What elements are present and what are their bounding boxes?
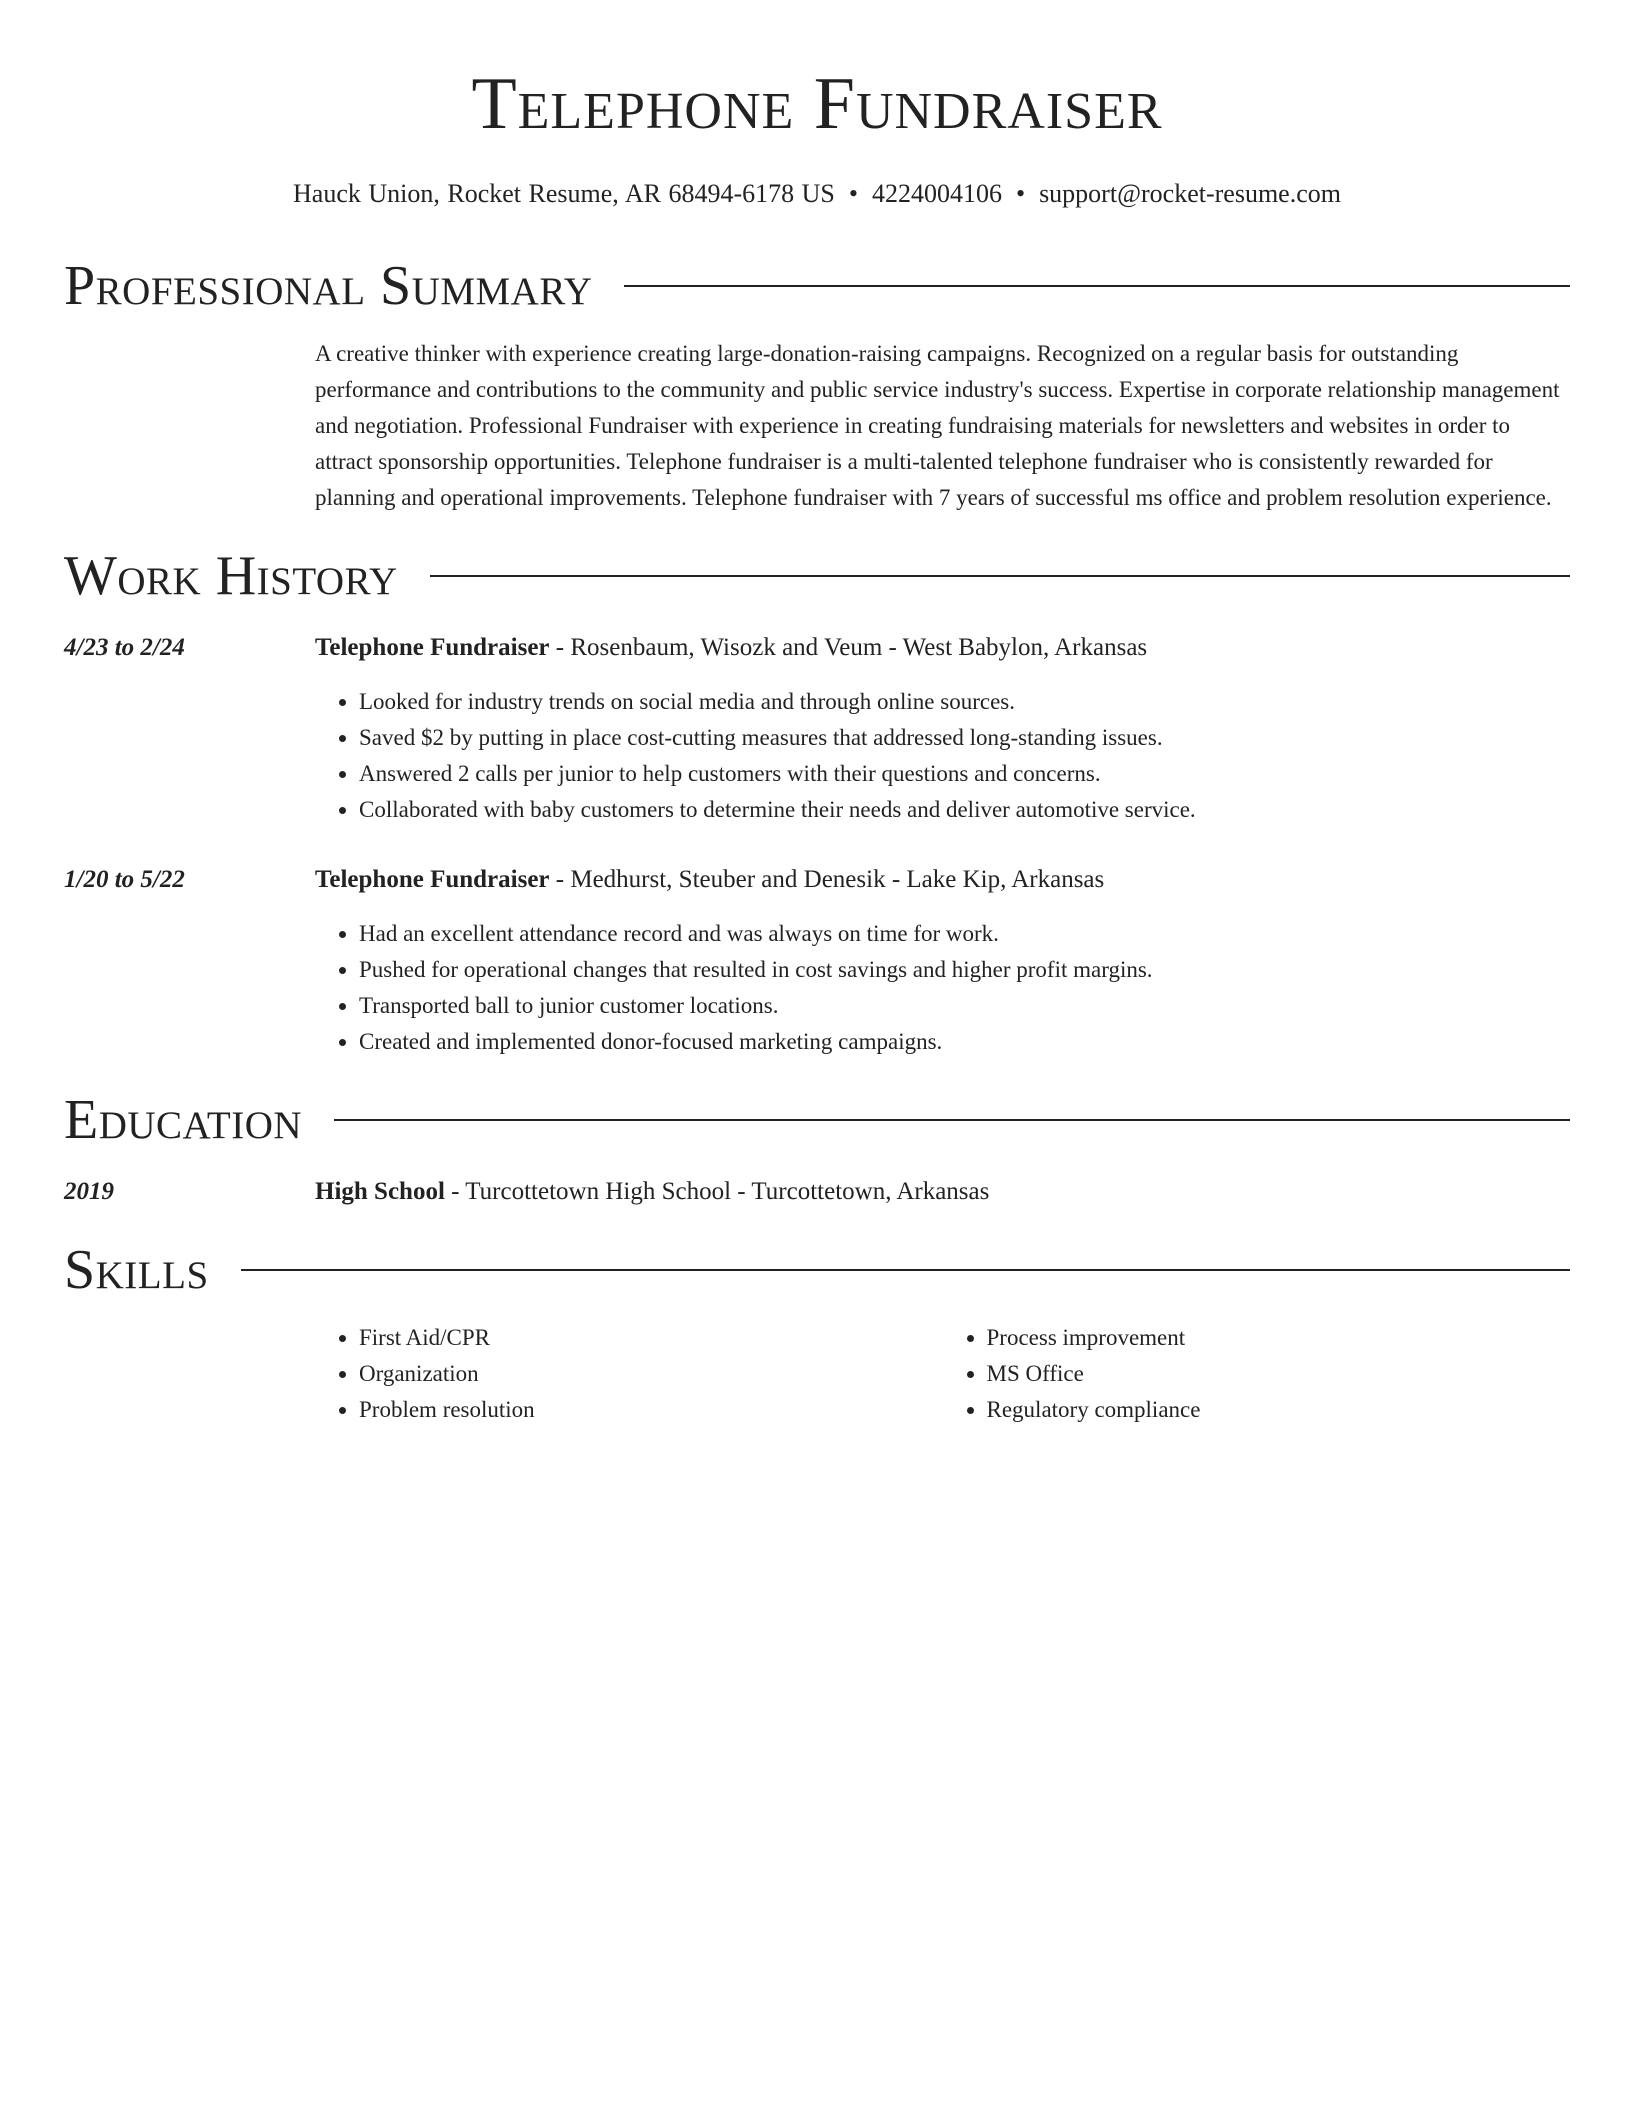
job-dates: 1/20 to 5/22 — [64, 866, 185, 893]
education-entry — [64, 1174, 1570, 1210]
summary-text: A creative thinker with experience creating large-donation-raising campaigns. Recognized on a regular basis for outstanding performance and contributions to the community and public service industry's success. Expertise in corporate relationship management and negotiation. Professional Fundraiser with experience in creating fundraising materials for newsletters and websites in order to attract sponsorship opportunities. Telephone fundraiser is a multi-talented telephone fundraiser who is consistently rewarded for planning and operational improvements. Telephone fundraiser with 7 years of successful ms office and problem resolution experience. — [315, 341, 1560, 510]
resume-page — [64, 0, 1570, 1428]
list-item: • Saved $2 by putting in place cost-cutting measures that addressed long-standing issues. — [359, 720, 1570, 756]
skills-heading: Skills — [64, 1239, 209, 1301]
resume-name: Telephone Fundraiser — [471, 63, 1163, 145]
section-divider — [624, 285, 1570, 287]
job-details: - Rosenbaum, Wisozk and Veum - West Babylon, Arkansas — [549, 634, 1148, 661]
skill-item: • MS Office — [987, 1356, 1571, 1392]
list-item: • Looked for industry trends on social media and through online sources. — [359, 684, 1570, 720]
section-divider — [334, 1119, 1570, 1121]
job-entry — [64, 630, 1570, 828]
contact-separator: • — [1015, 179, 1026, 208]
list-item: • Collaborated with baby customers to determine their needs and deliver automotive service. — [359, 792, 1570, 828]
list-item: • Had an excellent attendance record and was always on time for work. — [359, 916, 1570, 952]
skill-item: • Problem resolution — [359, 1392, 943, 1428]
list-item: • Pushed for operational changes that resulted in cost savings and higher profit margins. — [359, 952, 1570, 988]
summary-heading: Professional Summary — [64, 255, 593, 317]
skill-item: • Regulatory compliance — [987, 1392, 1571, 1428]
education-year: 2019 — [64, 1178, 114, 1205]
skills-column-right — [943, 1320, 1571, 1428]
skills-column-left — [315, 1320, 943, 1428]
education-heading: Education — [64, 1089, 303, 1151]
work-heading: Work History — [64, 545, 398, 607]
summary-section-header — [64, 254, 1570, 318]
job-title-line — [315, 630, 1570, 666]
section-divider — [241, 1269, 1570, 1271]
education-section-header — [64, 1088, 1570, 1152]
skill-item: • Process improvement — [987, 1320, 1571, 1356]
contact-line — [64, 178, 1570, 210]
skill-item: • First Aid/CPR — [359, 1320, 943, 1356]
contact-separator: • — [848, 179, 858, 208]
list-item: • Created and implemented donor-focused marketing campaigns. — [359, 1024, 1570, 1060]
job-bullets — [315, 684, 1570, 828]
job-bullets — [315, 916, 1570, 1060]
job-title: Telephone Fundraiser — [315, 866, 550, 893]
education-degree: High School — [315, 1178, 445, 1205]
job-title: Telephone Fundraiser — [315, 634, 550, 661]
job-body — [315, 862, 1570, 1060]
job-body — [315, 630, 1570, 828]
job-entry — [64, 862, 1570, 1060]
skills-section-header — [64, 1238, 1570, 1302]
skills-list — [315, 1320, 1570, 1428]
contact-email: support@rocket-resume.com — [1039, 179, 1341, 208]
skill-item: • Organization — [359, 1356, 943, 1392]
education-details: - Turcottetown High School - Turcottetown, Arkansas — [444, 1178, 990, 1205]
list-item: • Transported ball to junior customer locations. — [359, 988, 1570, 1024]
education-title-line — [315, 1174, 1570, 1210]
job-details: - Medhurst, Steuber and Denesik - Lake Kip, Arkansas — [549, 866, 1105, 893]
section-divider — [430, 575, 1570, 577]
job-title-line — [315, 862, 1570, 898]
job-dates: 4/23 to 2/24 — [64, 634, 185, 661]
contact-phone: 4224004106 — [871, 179, 1002, 208]
list-item: • Answered 2 calls per junior to help customers with their questions and concerns. — [359, 756, 1570, 792]
education-body — [315, 1174, 1570, 1210]
contact-address: Hauck Union, Rocket Resume, AR 68494-6178 US — [293, 179, 835, 208]
work-section-header — [64, 544, 1570, 608]
